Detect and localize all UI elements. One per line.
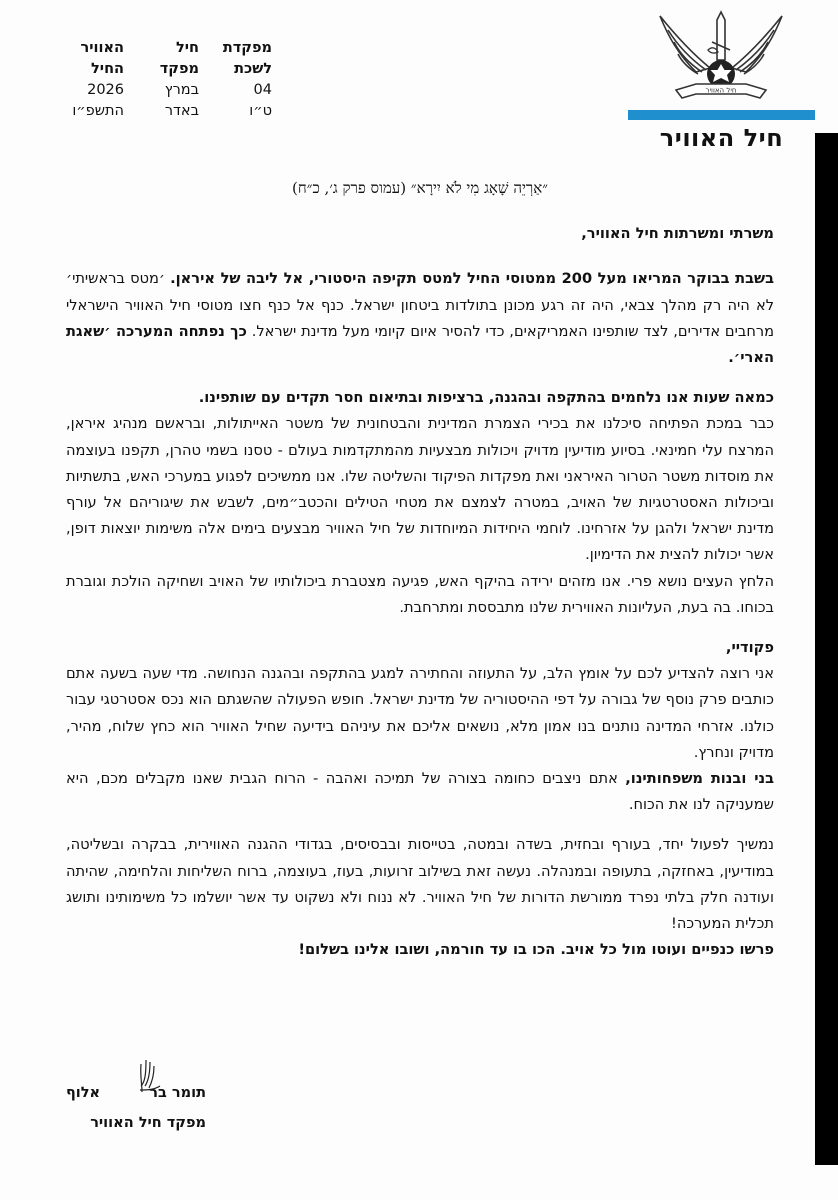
paragraph-text: הלחץ העצים נושא פרי. אנו מזהים ירידה בהיקף האש, פגיעה מצטברת ביכולותיו של האויב ושחיקה הולכת וגוברת בכוחו. בה בעת, העליונות האווירית שלנו מתבססת ומתרחבת. (66, 572, 774, 616)
paragraph-families (66, 766, 774, 818)
air-force-emblem-icon (648, 6, 794, 106)
logo-blue-bar (628, 110, 815, 120)
svg-text:חיל האוויר: חיל האוויר (705, 86, 737, 95)
paragraph-text: אתם ניצבים כחומה בצורה של תמיכה ואהבה - הרוח הגבית שאנו מקבלים מכם, היא שמעניקה לנו את הכוח. (66, 770, 774, 814)
header-cell: התשפ״ו (72, 103, 124, 119)
header-cell: האוויר (80, 40, 124, 56)
header-cell: חיל (175, 40, 199, 56)
signatory-name: תומר בר (149, 1085, 206, 1101)
header-cell: מפקד (159, 61, 199, 77)
handwritten-signature-icon (136, 1056, 164, 1096)
letterhead-details (66, 38, 272, 122)
paragraph-opening-strike (66, 266, 774, 371)
paragraph-subordinates-heading (66, 635, 774, 661)
header-row-hebrew-date (66, 101, 272, 122)
opening-verse: ״אַרְיֵה שָׁאָג מִי לֹא יִירָא״ (עמוס פרק ג׳, כ״ח) (292, 179, 548, 197)
signatory-rank: אלוף (66, 1085, 101, 1101)
signature-block (66, 1078, 206, 1138)
paragraph-continue-together (66, 832, 774, 937)
signature-title-line (66, 1108, 206, 1138)
paragraph-text: ׳מטס בראשיתי׳ לא היה רק מהלך צבאי, היה זה רגע מכונן בתולדות ביטחון ישראל. כנף אל כנף חצו מטוסי חיל האוויר הישראלי מרחבים אדירים, לצד שותפינו האמריקאים, כדי להסיר איום קיומי מעל מדינת ישראל. (66, 270, 774, 340)
paragraph-text-bold: בשבת בבוקר המריאו מעל 200 ממטוסי החיל למטס תקיפה היסטורי, אל ליבה של איראן. (170, 270, 774, 288)
logo-title: חיל האוויר (659, 124, 784, 152)
paragraph-closing-call (66, 937, 774, 963)
paragraph-text-bold: פקודיי, (725, 639, 774, 657)
greeting: משרתי ומשרתות חיל האוויר, (581, 225, 774, 243)
paragraph-salute (66, 661, 774, 766)
paragraph-opening-blow (66, 411, 774, 568)
header-cell: 04 (253, 82, 272, 98)
operation-name: כך נפתחה המערכה ׳שאגת הארי׳. (66, 322, 774, 367)
header-row-unit (66, 38, 272, 59)
header-cell: לשכת (234, 61, 272, 77)
letter-body (66, 175, 774, 963)
paragraph-text: נמשיך לפעול יחד, בעורף ובחזית, בשדה ובמטה, בטייסות ובבסיסים, בגדודי ההגנה האווירית, בבקרה ובשליטה, במודיעין, באחזקה, בתעופה ובמנהלה. נעשה זאת בשילוב זרועות, בעוז, בעוצמה, ברוח השליחות והלחימה, שהיתה ועודנה חלק בלתי נפרד ממורשת הדורות של חיל האוויר. לא ננוח ולא נשקוט עד אשר יושלמו כל משימותינו ותושג תכלית המערכה! (66, 836, 774, 933)
paragraph-text-bold: בני ובנות משפחותינו, (625, 770, 774, 788)
header-cell: במרץ (164, 82, 199, 98)
paragraph-text: אני רוצה להצדיע לכם על אומץ הלב, על התעוזה והחתירה למגע בהתקפה ובהגנה הנחושה. מדי שעה בשעה אתם כותבים פרק נוסף של גבורה על דפי ההיסטוריה של מדינת ישראל. חופש הפעולה שהשגתם הוא נכס אסטרטגי עבור כולנו. אזרחי המדינה נותנים בנו אמון מלא, נושאים אליכם את עיניהם בידיעה שחיל האוויר הוא כחץ שלוח, מהיר, מדויק ונחרץ. (66, 665, 774, 761)
signatory-title: מפקד חיל האוויר (90, 1115, 206, 1131)
paragraph-text-bold: פרשו כנפיים ועוטו מול כל אויב. הכו בו עד חורמה, ושובו אלינו בשלום! (298, 941, 774, 959)
header-cell: מפקדת (222, 40, 272, 56)
header-cell: החיל (91, 61, 124, 77)
header-cell: 2026 (87, 82, 124, 98)
header-cell: באדר (164, 103, 199, 119)
paragraph-text-bold: כמאה שעות אנו נלחמים בהתקפה ובהגנה, ברציפות ובתיאום חסר תקדים עם שותפינו. (198, 389, 774, 407)
paragraph-text: כבר במכת הפתיחה סיכלנו את בכירי הצמרת המדינית והבטחונית של משטר האייתולות, ובראשם מנהיג איראן, המרצח עלי חמינאי. בסיוע מודיעין מדויק ויכולות מבצעיות מהמתקדמות בעולם - טסנו בשמי טהרן, תקפנו בעוצמה את מוסדות משטר הטרור האיראני ואת מפקדות הפיקוד והשליטה שלו. אנו ממשיכים לפגוע במערכי האש, בתשתיות וביכולות האסטרטגיות של האויב, במטרה לצמצם את מטחי הטילים והכטב״מים, לשבש את שיגוריהם אל עורף מדינת ישראל ולהגן על אזרחינו. לוחמי היחידות המיוחדות של חיל האוויר מבצעים בימים אלה משימות יוצאות דופן, אשר יכולות להצית את הדימיון. (66, 415, 774, 564)
air-force-logo (628, 6, 814, 152)
paragraph-pressure (66, 569, 774, 621)
header-row-gregorian-date (66, 80, 272, 101)
header-cell: ט״ו (249, 103, 272, 119)
header-row-office (66, 59, 272, 80)
page-edge-black-bar (815, 133, 838, 1165)
paragraph-hours-heading (66, 385, 774, 411)
